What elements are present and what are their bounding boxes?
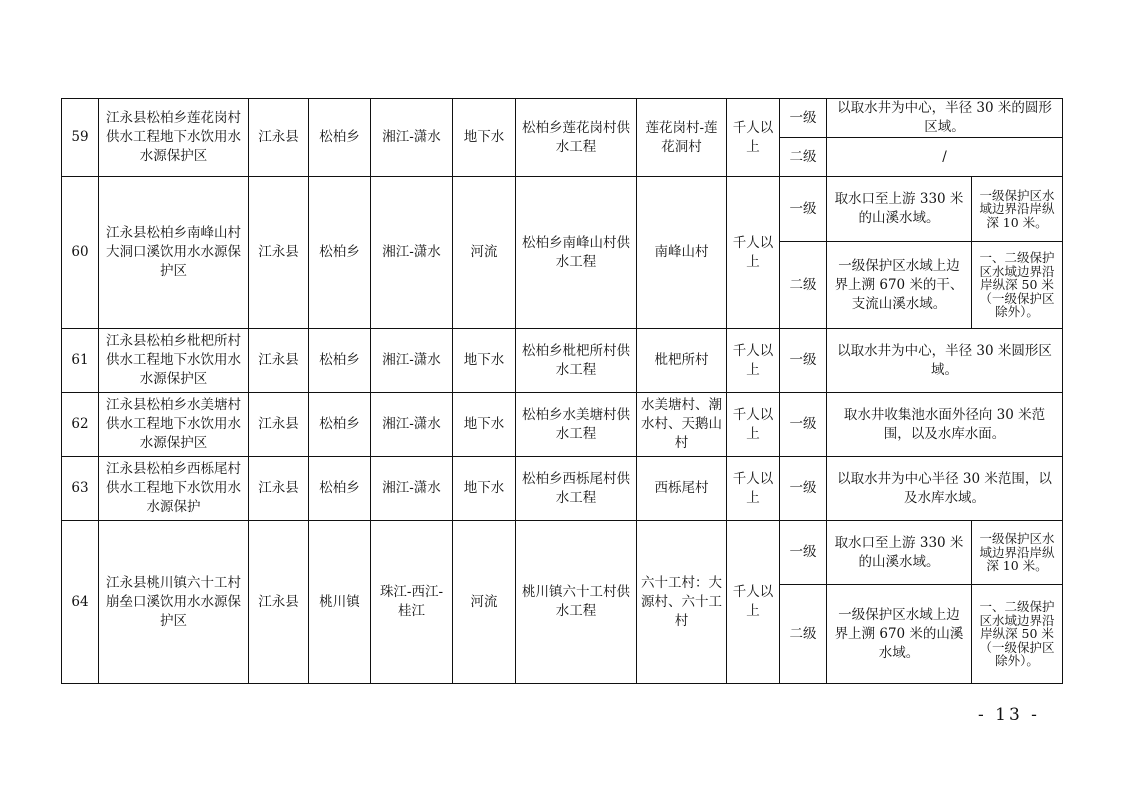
table-row <box>62 177 1063 242</box>
cell-source-name: 江永县松柏乡西栎尾村供水工程地下水饮用水水源保护 <box>99 457 249 521</box>
cell-basin: 湘江-潇水 <box>371 457 453 521</box>
cell-scale: 千人以上 <box>727 177 780 329</box>
cell-source-type: 地下水 <box>453 393 516 457</box>
cell-land-requirement: 一级保护区水域边界沿岸纵深 10 米。 <box>972 177 1063 242</box>
cell-villages: 南峰山村 <box>637 177 727 329</box>
cell-zone-level: 一级 <box>780 99 827 138</box>
cell-zone-requirement: 以取水井为中心，半径 30 米的圆形区域。 <box>827 99 1063 138</box>
cell-zone-level: 一级 <box>780 329 827 393</box>
cell-zone-requirement: 以取水井为中心半径 30 米范围，以及水库水域。 <box>827 457 1063 521</box>
cell-project: 桃川镇六十工村供水工程 <box>516 521 637 684</box>
cell-project: 松柏乡西栎尾村供水工程 <box>516 457 637 521</box>
cell-zone-level: 一级 <box>780 521 827 585</box>
cell-basin: 湘江-潇水 <box>371 177 453 329</box>
cell-number: 60 <box>62 177 99 329</box>
cell-basin: 湘江-潇水 <box>371 329 453 393</box>
cell-villages: 西栎尾村 <box>637 457 727 521</box>
table-row <box>62 329 1063 393</box>
cell-source-name: 江永县松柏乡莲花岗村供水工程地下水饮用水水源保护区 <box>99 99 249 177</box>
cell-scale: 千人以上 <box>727 329 780 393</box>
cell-source-type: 地下水 <box>453 457 516 521</box>
cell-county: 江永县 <box>249 329 309 393</box>
cell-county: 江永县 <box>249 177 309 329</box>
cell-basin: 湘江-潇水 <box>371 393 453 457</box>
cell-county: 江永县 <box>249 393 309 457</box>
cell-scale: 千人以上 <box>727 99 780 177</box>
cell-source-type: 河流 <box>453 521 516 684</box>
cell-zone-level: 二级 <box>780 585 827 684</box>
cell-zone-requirement: / <box>827 138 1063 177</box>
table-row <box>62 457 1063 521</box>
cell-zone-requirement: 一级保护区水域上边界上溯 670 米的山溪水域。 <box>827 585 972 684</box>
cell-source-name: 江永县桃川镇六十工村崩垒口溪饮用水水源保护区 <box>99 521 249 684</box>
cell-county: 江永县 <box>249 521 309 684</box>
cell-zone-requirement: 取水口至上游 330 米的山溪水域。 <box>827 177 972 242</box>
cell-scale: 千人以上 <box>727 393 780 457</box>
cell-number: 61 <box>62 329 99 393</box>
cell-zone-level: 一级 <box>780 177 827 242</box>
cell-town: 松柏乡 <box>309 177 371 329</box>
cell-zone-level: 一级 <box>780 457 827 521</box>
cell-land-requirement: 一、二级保护区水域边界沿岸纵深 50 米（一级保护区除外）。 <box>972 242 1063 329</box>
cell-town: 桃川镇 <box>309 521 371 684</box>
cell-land-requirement: 一、二级保护区水域边界沿岸纵深 50 米（一级保护区除外）。 <box>972 585 1063 684</box>
page-number: - 13 - <box>978 705 1040 725</box>
table-row <box>62 393 1063 457</box>
cell-number: 63 <box>62 457 99 521</box>
cell-villages: 枇杷所村 <box>637 329 727 393</box>
water-source-protection-table <box>61 98 1063 684</box>
cell-town: 松柏乡 <box>309 329 371 393</box>
cell-source-name: 江永县松柏乡枇杷所村供水工程地下水饮用水水源保护区 <box>99 329 249 393</box>
cell-villages: 水美塘村、潮水村、天鹅山村 <box>637 393 727 457</box>
cell-basin: 湘江-潇水 <box>371 99 453 177</box>
cell-zone-level: 二级 <box>780 242 827 329</box>
cell-zone-requirement: 以取水井为中心，半径 30 米圆形区域。 <box>827 329 1063 393</box>
cell-project: 松柏乡莲花岗村供水工程 <box>516 99 637 177</box>
cell-county: 江永县 <box>249 457 309 521</box>
cell-basin: 珠江-西江-桂江 <box>371 521 453 684</box>
cell-project: 松柏乡南峰山村供水工程 <box>516 177 637 329</box>
table-body <box>62 99 1063 684</box>
cell-villages: 六十工村：大源村、六十工村 <box>637 521 727 684</box>
cell-land-requirement: 一级保护区水域边界沿岸纵深 10 米。 <box>972 521 1063 585</box>
cell-number: 62 <box>62 393 99 457</box>
cell-zone-level: 一级 <box>780 393 827 457</box>
table-row <box>62 99 1063 138</box>
cell-town: 松柏乡 <box>309 99 371 177</box>
table-row <box>62 521 1063 585</box>
cell-source-name: 江永县松柏乡南峰山村大洞口溪饮用水水源保护区 <box>99 177 249 329</box>
cell-source-type: 地下水 <box>453 329 516 393</box>
cell-number: 59 <box>62 99 99 177</box>
cell-town: 松柏乡 <box>309 393 371 457</box>
cell-source-type: 河流 <box>453 177 516 329</box>
cell-scale: 千人以上 <box>727 521 780 684</box>
cell-zone-requirement: 一级保护区水域上边界上溯 670 米的干、支流山溪水域。 <box>827 242 972 329</box>
cell-source-name: 江永县松柏乡水美塘村供水工程地下水饮用水水源保护区 <box>99 393 249 457</box>
cell-project: 松柏乡水美塘村供水工程 <box>516 393 637 457</box>
cell-county: 江永县 <box>249 99 309 177</box>
cell-source-type: 地下水 <box>453 99 516 177</box>
cell-town: 松柏乡 <box>309 457 371 521</box>
cell-scale: 千人以上 <box>727 457 780 521</box>
cell-villages: 莲花岗村-莲花洞村 <box>637 99 727 177</box>
cell-zone-requirement: 取水井收集池水面外径向 30 米范围，以及水库水面。 <box>827 393 1063 457</box>
cell-zone-requirement: 取水口至上游 330 米的山溪水域。 <box>827 521 972 585</box>
cell-project: 松柏乡枇杷所村供水工程 <box>516 329 637 393</box>
cell-zone-level: 二级 <box>780 138 827 177</box>
cell-number: 64 <box>62 521 99 684</box>
